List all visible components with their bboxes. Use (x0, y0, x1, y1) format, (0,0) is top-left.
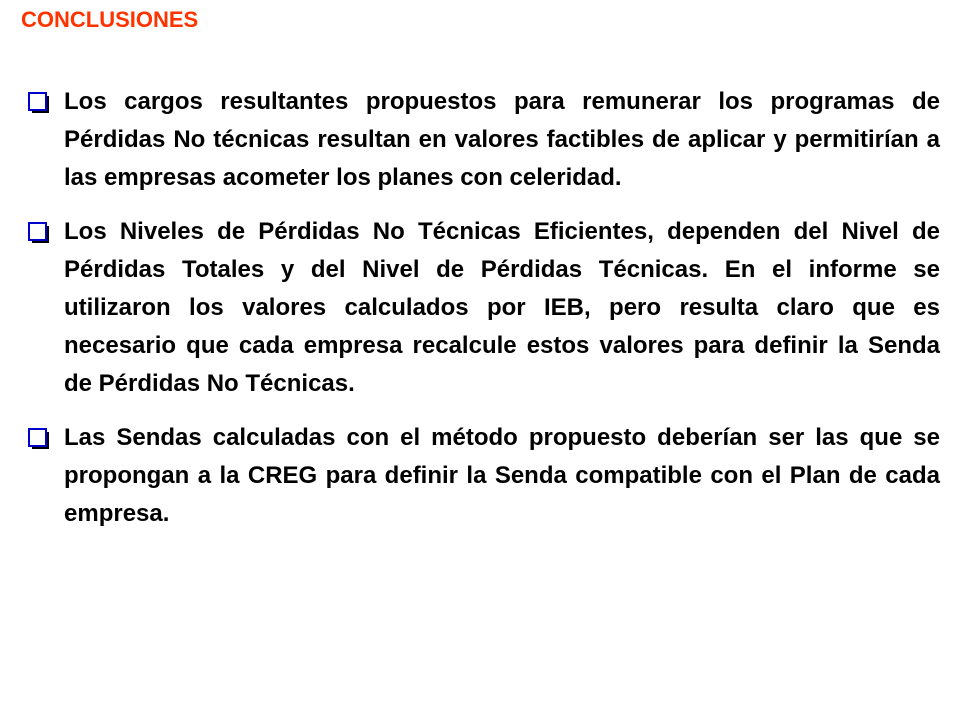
hollow-square-bullet-icon (28, 92, 52, 114)
slide-title: CONCLUSIONES (21, 7, 199, 32)
bullet-text: Las Sendas calculadas con el método propuesto deberían ser las que se propongan a la CREG para definir la Senda compatible con el Plan de cada empresa. (64, 424, 940, 527)
bullet-item (28, 83, 940, 197)
bullet-text: Los cargos resultantes propuestos para remunerar los programas de Pérdidas No técnicas resultan en valores factibles de aplicar y permitirían a las empresas acometer los planes con celeridad. (64, 88, 940, 191)
hollow-square-bullet-icon (28, 222, 52, 244)
bullet-item (28, 419, 940, 533)
bullet-text: Los Niveles de Pérdidas No Técnicas Eficientes, dependen del Nivel de Pérdidas Totales y del Nivel de Pérdidas Técnicas. En el informe se utilizaron los valores calculados por IEB, pero resulta claro que es necesario que cada empresa recalcule estos valores para definir la Senda de Pérdidas No Técnicas. (64, 218, 940, 397)
bullet-item (28, 213, 940, 403)
hollow-square-bullet-icon (28, 428, 52, 450)
bullet-list (28, 83, 940, 549)
